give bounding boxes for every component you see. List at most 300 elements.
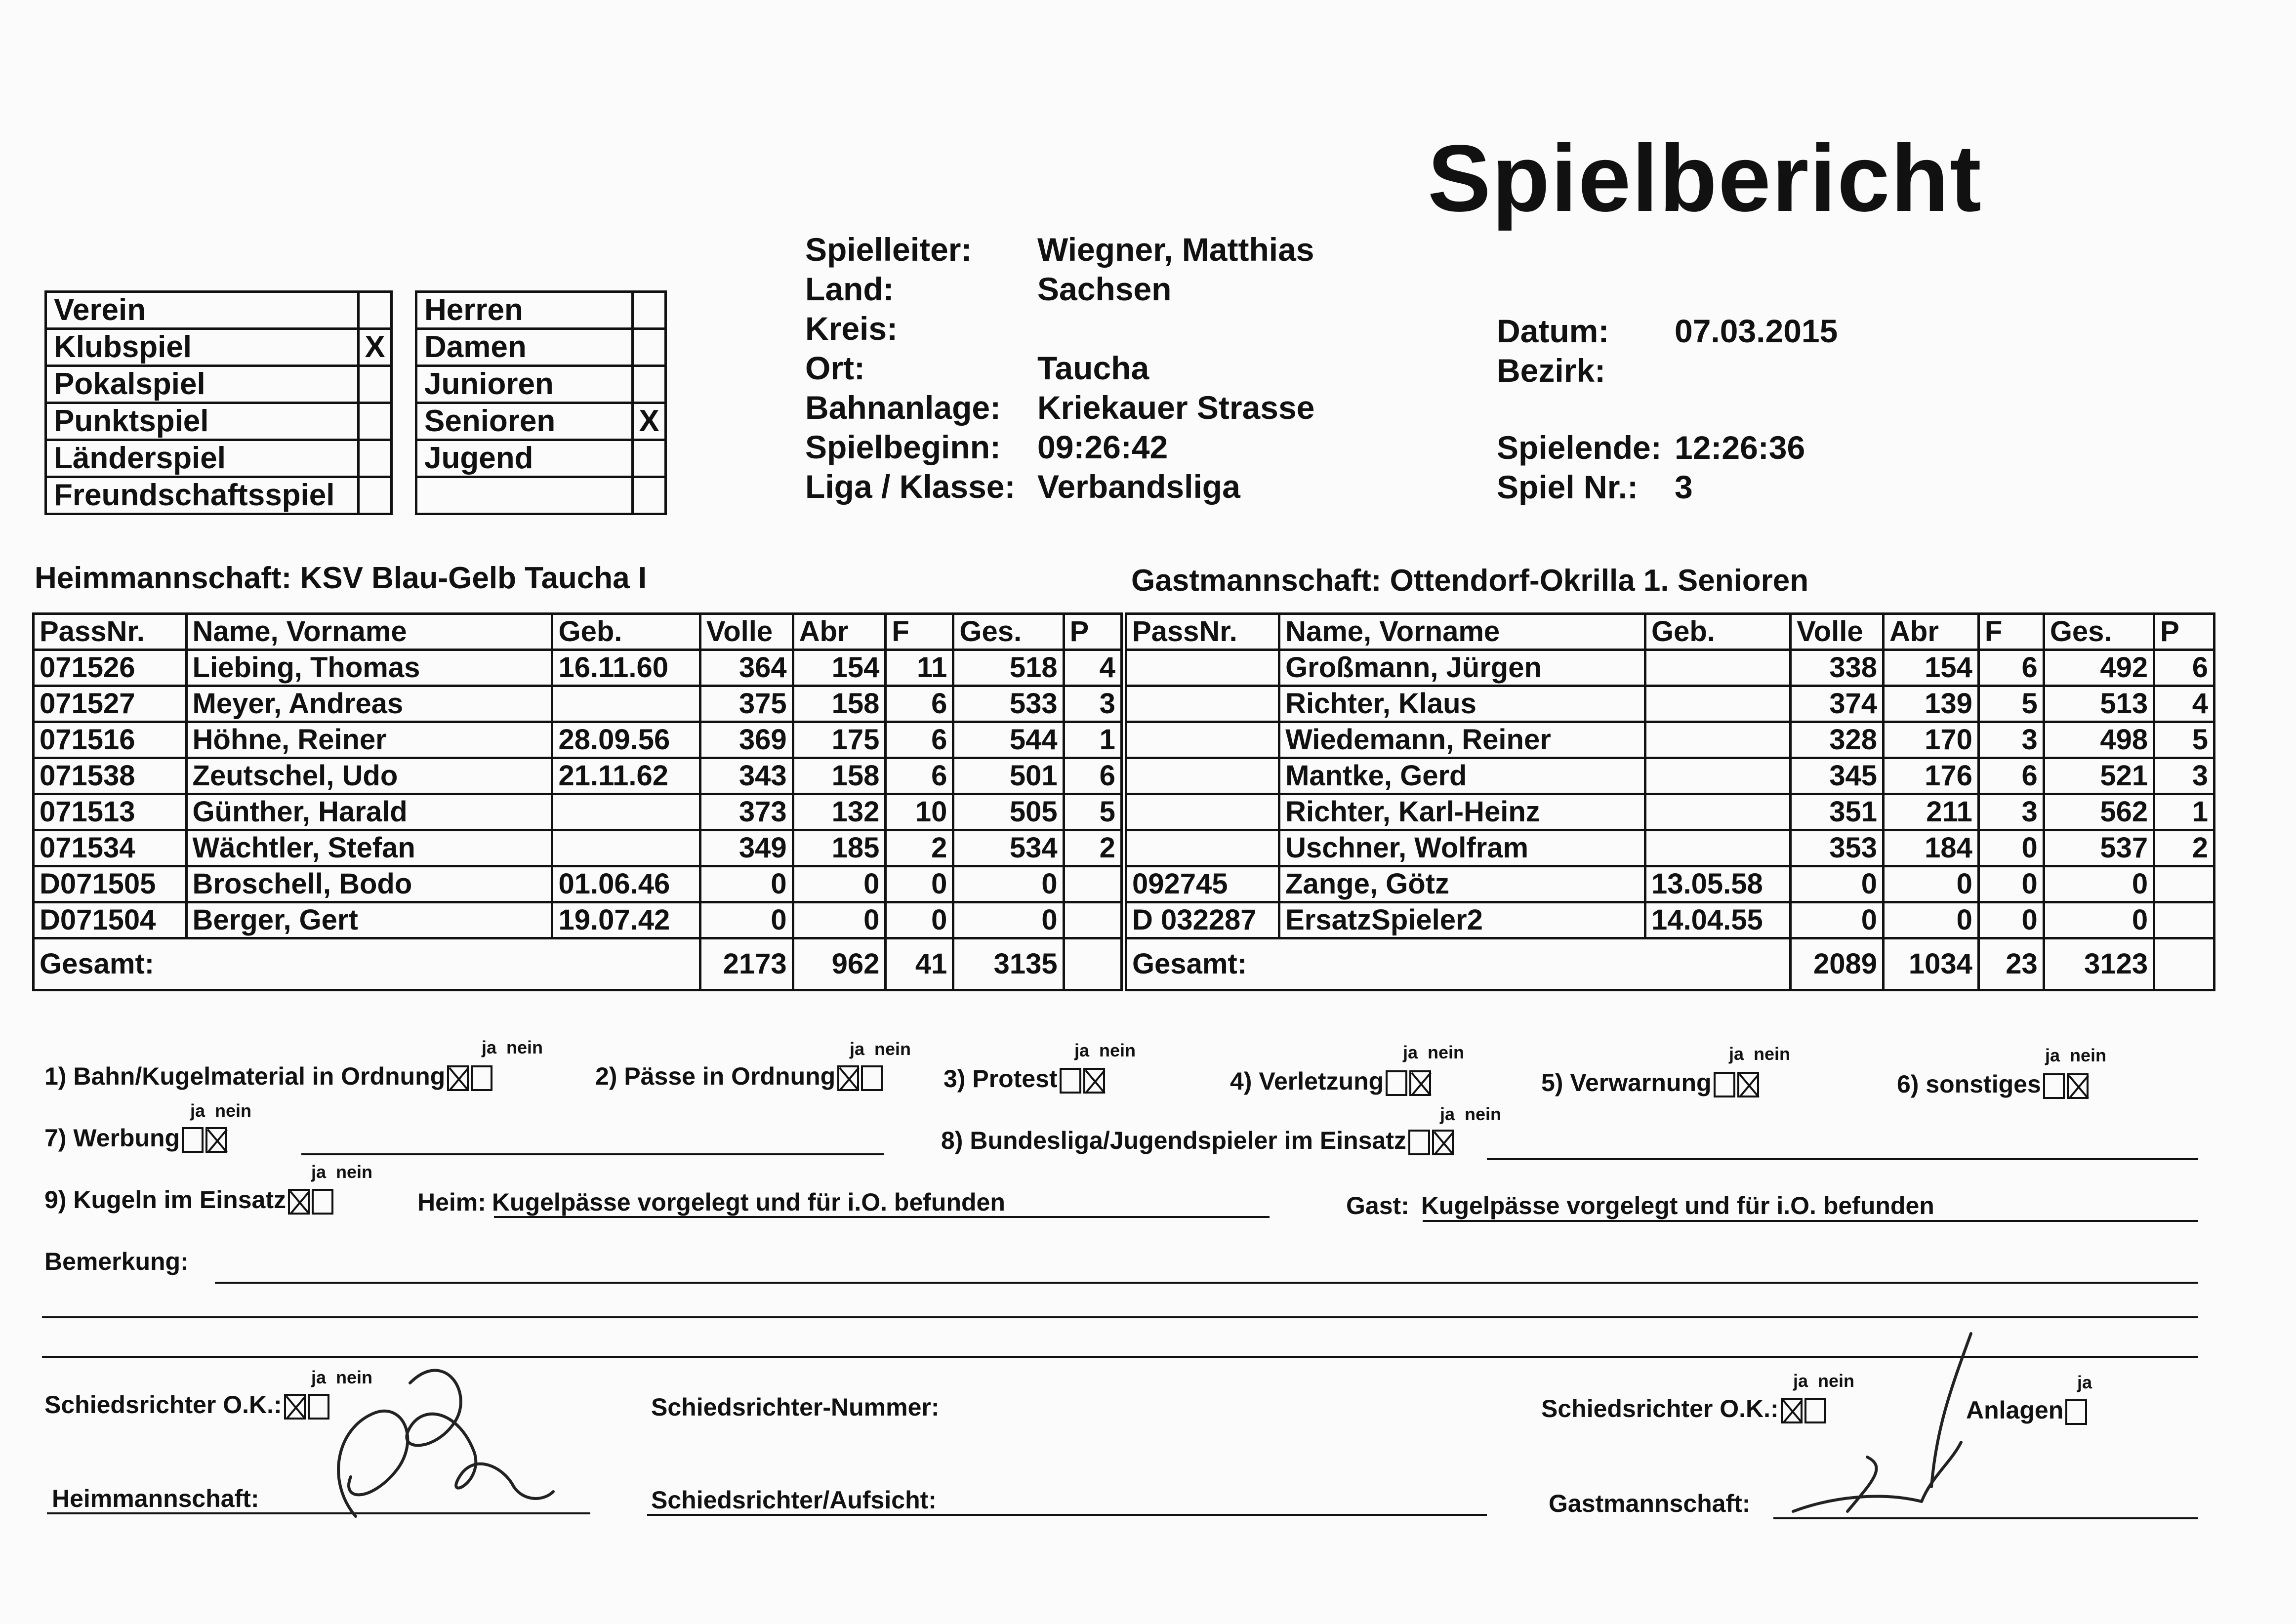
- datum-value: 07.03.2015: [1675, 313, 1838, 349]
- q5: [1541, 1068, 1759, 1097]
- heim-col-3: 343: [700, 758, 793, 794]
- spielende-label: Spielende:: [1497, 429, 1662, 466]
- heim-col-4: 158: [793, 686, 886, 722]
- spielart-box: [44, 290, 393, 515]
- q3-ja-nein: ja nein: [1074, 1040, 1136, 1060]
- spielart-checkbox[interactable]: [359, 292, 392, 329]
- schiri-nummer-label: Schiedsrichter-Nummer:: [651, 1393, 940, 1421]
- heim-col-0: 071534: [34, 830, 187, 866]
- gast-col-5: 0: [1978, 866, 2044, 902]
- q3: [943, 1064, 1105, 1094]
- q5-nein-checkbox[interactable]: [1737, 1072, 1759, 1097]
- q7-line: [301, 1153, 884, 1155]
- q7-nein-checkbox[interactable]: [205, 1127, 227, 1153]
- kategorie-row: [416, 366, 666, 403]
- heim-col-5: 6: [886, 686, 953, 722]
- land-label: Land:: [805, 271, 894, 307]
- kategorie-checkbox[interactable]: [633, 440, 666, 477]
- q5-ja-checkbox[interactable]: [1714, 1072, 1735, 1097]
- heim-col-7: 5: [1064, 794, 1124, 830]
- gast-col-3: 345: [1791, 758, 1884, 794]
- schiri-aufsicht-line: [647, 1514, 1487, 1516]
- q8-label: 8) Bundesliga/Jugendspieler im Einsatz: [941, 1127, 1406, 1154]
- heim-col-1: Name, Vorname: [186, 614, 552, 650]
- gast-col-6: 562: [2044, 794, 2154, 830]
- kategorie-checkbox[interactable]: [633, 366, 666, 403]
- gast-col-7: P: [2154, 614, 2214, 650]
- heim-col-2: 19.07.42: [552, 902, 700, 938]
- heim-col-7: 2: [1064, 830, 1124, 866]
- heim-col-2: Geb.: [552, 614, 700, 650]
- gast-col-3: 353: [1791, 830, 1884, 866]
- kategorie-row: [416, 477, 666, 514]
- heim-col-1: Meyer, Andreas: [186, 686, 552, 722]
- liga-label: Liga / Klasse:: [805, 468, 1016, 505]
- q7-ja-checkbox[interactable]: [182, 1127, 204, 1153]
- spielart-checkbox[interactable]: X: [359, 329, 392, 366]
- q1-nein-checkbox[interactable]: [471, 1065, 492, 1091]
- ort-value: Taucha: [1037, 350, 1149, 386]
- gast-col-1: Name, Vorname: [1279, 614, 1645, 650]
- q7: [44, 1124, 227, 1153]
- gast-col-7: 4: [2154, 686, 2214, 722]
- q4-ja-checkbox[interactable]: [1386, 1070, 1407, 1096]
- q6-label: 6) sonstiges: [1897, 1070, 2041, 1098]
- gast-col-1: Großmann, Jürgen: [1279, 650, 1645, 686]
- table-row: [34, 722, 2214, 758]
- gast-col-2: [1645, 722, 1790, 758]
- gast-col-5: 6: [1978, 650, 2044, 686]
- heim-col-6: 0: [953, 866, 1064, 902]
- gast-col-7: [2154, 902, 2214, 938]
- gast-col-5: 5: [1978, 686, 2044, 722]
- gast-total-2: 23: [1978, 938, 2044, 990]
- heim-col-6: 0: [953, 902, 1064, 938]
- schiri-ok-heim-label: Schiedsrichter O.K.:: [44, 1391, 282, 1419]
- heim-col-0: PassNr.: [34, 614, 187, 650]
- heim-col-2: 21.11.62: [552, 758, 700, 794]
- gast-total-1: 1034: [1884, 938, 1979, 990]
- q3-ja-checkbox[interactable]: [1060, 1068, 1081, 1094]
- anlagen-label: Anlagen: [1966, 1396, 2064, 1424]
- schiri-ok-heim-ja-nein: ja nein: [311, 1367, 373, 1387]
- q2-ja-checkbox[interactable]: [837, 1065, 859, 1091]
- heim-col-3: 364: [700, 650, 793, 686]
- heim-kugel: [417, 1188, 1005, 1217]
- spielart-row: [46, 329, 392, 366]
- kategorie-box: [415, 290, 667, 515]
- kategorie-row: [416, 292, 666, 329]
- heim-col-5: 11: [886, 650, 953, 686]
- heim-col-4: 154: [793, 650, 886, 686]
- q2: [595, 1062, 883, 1091]
- heim-col-1: Zeutschel, Udo: [186, 758, 552, 794]
- heim-col-1: Höhne, Reiner: [186, 722, 552, 758]
- heim-col-3: 369: [700, 722, 793, 758]
- gast-signature: [1773, 1329, 2050, 1536]
- heim-signature: [296, 1353, 573, 1531]
- player-table: [32, 612, 2215, 991]
- heim-col-6: Ges.: [953, 614, 1064, 650]
- q7-label: 7) Werbung: [44, 1124, 180, 1152]
- table-row: [34, 830, 2214, 866]
- bezirk-label: Bezirk:: [1497, 352, 1606, 389]
- heim-col-4: 175: [793, 722, 886, 758]
- heim-kugel-label: Heim:: [417, 1188, 486, 1216]
- heim-total-0: 2173: [700, 938, 793, 990]
- gast-col-7: 5: [2154, 722, 2214, 758]
- q4-ja-nein: ja nein: [1403, 1042, 1465, 1062]
- heim-col-4: 0: [793, 866, 886, 902]
- gastmannschaft-label: Gastmannschaft:: [1549, 1490, 1751, 1517]
- heim-col-5: 0: [886, 866, 953, 902]
- q9-nein-checkbox[interactable]: [312, 1189, 333, 1215]
- heim-col-3: 373: [700, 794, 793, 830]
- gast-total-3: 3123: [2044, 938, 2154, 990]
- anlagen-ja-checkbox[interactable]: [2065, 1399, 2087, 1425]
- gast-col-4: 170: [1884, 722, 1979, 758]
- gast-col-7: 2: [2154, 830, 2214, 866]
- spielbeginn-label: Spielbeginn:: [805, 429, 1001, 465]
- bahnanlage-value: Kriekauer Strasse: [1037, 389, 1315, 426]
- gast-col-7: [2154, 866, 2214, 902]
- heim-col-1: Günther, Harald: [186, 794, 552, 830]
- page-title: Spielbericht: [1428, 125, 1982, 231]
- gast-col-2: [1645, 794, 1790, 830]
- gast-col-0: [1124, 686, 1279, 722]
- gast-col-5: 6: [1978, 758, 2044, 794]
- gast-col-7: 3: [2154, 758, 2214, 794]
- kategorie-label: Herren: [416, 292, 633, 329]
- heim-col-2: 01.06.46: [552, 866, 700, 902]
- q3-label: 3) Protest: [943, 1065, 1058, 1093]
- heim-col-4: 158: [793, 758, 886, 794]
- gast-col-4: 0: [1884, 902, 1979, 938]
- q8-ja-checkbox[interactable]: [1408, 1130, 1430, 1155]
- gast-col-0: [1124, 794, 1279, 830]
- bemerkung-label: Bemerkung:: [44, 1248, 189, 1275]
- heim-col-0: 071527: [34, 686, 187, 722]
- heim-col-4: Abr: [793, 614, 886, 650]
- heim-kugel-line: [494, 1216, 1270, 1218]
- spielart-label: Freundschaftsspiel: [46, 477, 359, 514]
- heim-total-2: 41: [886, 938, 953, 990]
- gast-col-6: 537: [2044, 830, 2154, 866]
- q1-label: 1) Bahn/Kugelmaterial in Ordnung: [44, 1062, 446, 1090]
- heim-col-7: 1: [1064, 722, 1124, 758]
- spielart-row: [46, 440, 392, 477]
- heim-col-0: D071505: [34, 866, 187, 902]
- heim-col-7: [1064, 902, 1124, 938]
- gast-col-5: 0: [1978, 902, 2044, 938]
- kategorie-label: Jugend: [416, 440, 633, 477]
- gast-col-3: 328: [1791, 722, 1884, 758]
- heim-col-7: P: [1064, 614, 1124, 650]
- heim-total-1: 962: [793, 938, 886, 990]
- spielart-label: Punktspiel: [46, 403, 359, 440]
- gast-col-0: D 032287: [1124, 902, 1279, 938]
- heim-col-0: 071538: [34, 758, 187, 794]
- gast-total-0: 2089: [1791, 938, 1884, 990]
- heim-col-2: 28.09.56: [552, 722, 700, 758]
- q2-ja-nein: ja nein: [850, 1039, 911, 1059]
- gast-col-1: Zange, Götz: [1279, 866, 1645, 902]
- heim-col-1: Berger, Gert: [186, 902, 552, 938]
- heim-col-1: Wächtler, Stefan: [186, 830, 552, 866]
- gast-col-4: 211: [1884, 794, 1979, 830]
- spielart-label: Pokalspiel: [46, 366, 359, 403]
- heim-col-7: 3: [1064, 686, 1124, 722]
- gast-col-6: Ges.: [2044, 614, 2154, 650]
- gast-col-5: 0: [1978, 830, 2044, 866]
- gast-team: Gastmannschaft: Ottendorf-Okrilla 1. Senioren: [1131, 564, 1809, 598]
- gast-col-6: 0: [2044, 902, 2154, 938]
- heim-col-7: 4: [1064, 650, 1124, 686]
- q8-ja-nein: ja nein: [1440, 1104, 1502, 1124]
- anlagen-ja: ja: [2077, 1372, 2092, 1392]
- q9-label: 9) Kugeln im Einsatz: [44, 1186, 286, 1214]
- q3-nein-checkbox[interactable]: [1083, 1068, 1105, 1094]
- heim-col-2: [552, 794, 700, 830]
- heim-col-4: 132: [793, 794, 886, 830]
- spielart-label: Verein: [46, 292, 359, 329]
- bemerkung-line-2[interactable]: [42, 1316, 2198, 1318]
- q8: [941, 1126, 1454, 1155]
- table-row: [34, 650, 2214, 686]
- spielart-checkbox[interactable]: [359, 403, 392, 440]
- heim-col-7: 6: [1064, 758, 1124, 794]
- gast-col-0: [1124, 758, 1279, 794]
- heim-col-4: 185: [793, 830, 886, 866]
- bemerkung-line-1[interactable]: [215, 1282, 2198, 1284]
- spielleiter-value: Wiegner, Matthias: [1037, 231, 1314, 268]
- gast-total-4: [2154, 938, 2214, 990]
- gast-col-1: Uschner, Wolfram: [1279, 830, 1645, 866]
- gast-col-6: 521: [2044, 758, 2154, 794]
- kategorie-label: Senioren: [416, 403, 633, 440]
- gast-col-4: 184: [1884, 830, 1979, 866]
- gast-col-2: [1645, 686, 1790, 722]
- table-row: [34, 866, 2214, 902]
- heim-col-0: 071516: [34, 722, 187, 758]
- heim-kugel-value: Kugelpässe vorgelegt und für i.O. befunden: [492, 1188, 1005, 1216]
- gast-col-0: 092745: [1124, 866, 1279, 902]
- gast-col-4: Abr: [1884, 614, 1979, 650]
- heim-col-5: F: [886, 614, 953, 650]
- gast-col-4: 176: [1884, 758, 1979, 794]
- gast-col-2: 13.05.58: [1645, 866, 1790, 902]
- heim-col-5: 6: [886, 722, 953, 758]
- q4: [1230, 1067, 1431, 1096]
- spielart-row: [46, 292, 392, 329]
- q6-nein-checkbox[interactable]: [2067, 1073, 2089, 1099]
- land-value: Sachsen: [1037, 271, 1172, 307]
- heim-col-2: [552, 686, 700, 722]
- heim-col-0: 071526: [34, 650, 187, 686]
- kategorie-checkbox[interactable]: [633, 477, 666, 514]
- kategorie-label: [416, 477, 633, 514]
- kategorie-row: [416, 440, 666, 477]
- spielart-label: Länderspiel: [46, 440, 359, 477]
- liga-value: Verbandsliga: [1037, 468, 1240, 505]
- spielart-checkbox[interactable]: [359, 477, 392, 514]
- q2-nein-checkbox[interactable]: [861, 1065, 883, 1091]
- gast-col-2: 14.04.55: [1645, 902, 1790, 938]
- q9: [44, 1185, 333, 1215]
- heim-col-0: D071504: [34, 902, 187, 938]
- heim-col-3: Volle: [700, 614, 793, 650]
- gast-col-2: Geb.: [1645, 614, 1790, 650]
- gast-col-7: 1: [2154, 794, 2214, 830]
- match-info: [805, 230, 1398, 506]
- end-info: [1497, 428, 1941, 507]
- kategorie-checkbox[interactable]: [633, 292, 666, 329]
- gast-col-5: 3: [1978, 794, 2044, 830]
- heim-col-6: 501: [953, 758, 1064, 794]
- q4-label: 4) Verletzung: [1230, 1067, 1384, 1095]
- ort-label: Ort:: [805, 350, 865, 386]
- gast-col-3: 351: [1791, 794, 1884, 830]
- kategorie-checkbox[interactable]: [633, 329, 666, 366]
- gast-col-0: PassNr.: [1124, 614, 1279, 650]
- heim-col-5: 2: [886, 830, 953, 866]
- heimmannschaft-label: Heimmannschaft:: [52, 1485, 259, 1512]
- heim-col-6: 533: [953, 686, 1064, 722]
- gast-col-4: 154: [1884, 650, 1979, 686]
- heim-col-6: 505: [953, 794, 1064, 830]
- q6-ja-checkbox[interactable]: [2043, 1073, 2065, 1099]
- q1-ja-nein: ja nein: [482, 1037, 543, 1057]
- heim-col-3: 0: [700, 902, 793, 938]
- q4-nein-checkbox[interactable]: [1409, 1070, 1431, 1096]
- heim-col-7: [1064, 866, 1124, 902]
- heim-col-2: [552, 830, 700, 866]
- gast-col-3: 338: [1791, 650, 1884, 686]
- gast-col-6: 513: [2044, 686, 2154, 722]
- q8-line: [1487, 1158, 2198, 1160]
- bahnanlage-label: Bahnanlage:: [805, 389, 1001, 426]
- spielende-value: 12:26:36: [1675, 429, 1805, 466]
- spielart-checkbox[interactable]: [359, 366, 392, 403]
- gast-col-1: Wiedemann, Reiner: [1279, 722, 1645, 758]
- gast-col-1: ErsatzSpieler2: [1279, 902, 1645, 938]
- gast-col-4: 0: [1884, 866, 1979, 902]
- heim-col-3: 0: [700, 866, 793, 902]
- table-row: [34, 794, 2214, 830]
- gast-col-6: 498: [2044, 722, 2154, 758]
- q7-ja-nein: ja nein: [190, 1100, 252, 1121]
- q5-label: 5) Verwarnung: [1541, 1069, 1712, 1096]
- spielart-checkbox[interactable]: [359, 440, 392, 477]
- heim-col-6: 518: [953, 650, 1064, 686]
- q6-ja-nein: ja nein: [2045, 1045, 2107, 1065]
- schiri-aufsicht-label: Schiedsrichter/Aufsicht:: [651, 1486, 937, 1514]
- spielnr-value: 3: [1675, 469, 1693, 505]
- kategorie-checkbox[interactable]: X: [633, 403, 666, 440]
- gast-col-3: 0: [1791, 866, 1884, 902]
- heim-col-2: 16.11.60: [552, 650, 700, 686]
- gast-col-7: 6: [2154, 650, 2214, 686]
- gast-col-5: 3: [1978, 722, 2044, 758]
- spielleiter-label: Spielleiter:: [805, 231, 972, 268]
- schiri-ok-gast-ja-nein: ja nein: [1793, 1371, 1855, 1391]
- q1-ja-checkbox[interactable]: [447, 1065, 469, 1091]
- q2-label: 2) Pässe in Ordnung: [595, 1062, 836, 1090]
- gast-col-2: [1645, 650, 1790, 686]
- heim-col-5: 10: [886, 794, 953, 830]
- gast-col-1: Mantke, Gerd: [1279, 758, 1645, 794]
- heim-col-1: Broschell, Bodo: [186, 866, 552, 902]
- heim-col-6: 534: [953, 830, 1064, 866]
- heim-col-3: 349: [700, 830, 793, 866]
- heim-col-5: 6: [886, 758, 953, 794]
- gast-col-6: 492: [2044, 650, 2154, 686]
- gast-col-2: [1645, 830, 1790, 866]
- q9-ja-checkbox[interactable]: [288, 1189, 310, 1215]
- heim-col-3: 375: [700, 686, 793, 722]
- gast-col-1: Richter, Klaus: [1279, 686, 1645, 722]
- q1: [44, 1062, 492, 1091]
- kategorie-label: Junioren: [416, 366, 633, 403]
- schiri-ok-gast-label: Schiedsrichter O.K.:: [1541, 1395, 1779, 1422]
- spielart-row: [46, 477, 392, 514]
- gast-col-0: [1124, 650, 1279, 686]
- gast-col-3: 0: [1791, 902, 1884, 938]
- date-info: [1497, 311, 1941, 390]
- heim-total-3: 3135: [953, 938, 1064, 990]
- gast-col-0: [1124, 722, 1279, 758]
- kategorie-row: [416, 329, 666, 366]
- schiri-ok-heim: [44, 1390, 329, 1420]
- gast-kugel-line: [1423, 1220, 2198, 1222]
- gast-col-1: Richter, Karl-Heinz: [1279, 794, 1645, 830]
- gast-col-4: 139: [1884, 686, 1979, 722]
- spielnr-label: Spiel Nr.:: [1497, 469, 1639, 505]
- datum-label: Datum:: [1497, 313, 1609, 349]
- spielart-row: [46, 403, 392, 440]
- heim-col-0: 071513: [34, 794, 187, 830]
- table-row: [34, 758, 2214, 794]
- total-row: [34, 938, 2214, 990]
- spielart-row: [46, 366, 392, 403]
- heim-total-label: Gesamt:: [34, 938, 700, 990]
- spielbeginn-value: 09:26:42: [1037, 429, 1168, 465]
- gast-col-0: [1124, 830, 1279, 866]
- kategorie-label: Damen: [416, 329, 633, 366]
- kategorie-row: [416, 403, 666, 440]
- heim-col-1: Liebing, Thomas: [186, 650, 552, 686]
- heim-col-5: 0: [886, 902, 953, 938]
- gast-col-3: 374: [1791, 686, 1884, 722]
- spielart-label: Klubspiel: [46, 329, 359, 366]
- kreis-label: Kreis:: [805, 310, 898, 347]
- heim-total-4: [1064, 938, 1124, 990]
- gast-col-3: Volle: [1791, 614, 1884, 650]
- q5-ja-nein: ja nein: [1729, 1044, 1791, 1064]
- q9-ja-nein: ja nein: [311, 1162, 373, 1182]
- table-row: [34, 686, 2214, 722]
- heim-col-6: 544: [953, 722, 1064, 758]
- gast-col-5: F: [1978, 614, 2044, 650]
- gast-col-2: [1645, 758, 1790, 794]
- gast-total-label: Gesamt:: [1124, 938, 1791, 990]
- q8-nein-checkbox[interactable]: [1432, 1130, 1454, 1155]
- gast-kugel-value: Kugelpässe vorgelegt und für i.O. befunden: [1421, 1192, 1934, 1219]
- table-row: [34, 902, 2214, 938]
- gast-kugel-label: Gast:: [1346, 1192, 1409, 1219]
- table-header: [34, 614, 2214, 650]
- q6: [1897, 1070, 2089, 1099]
